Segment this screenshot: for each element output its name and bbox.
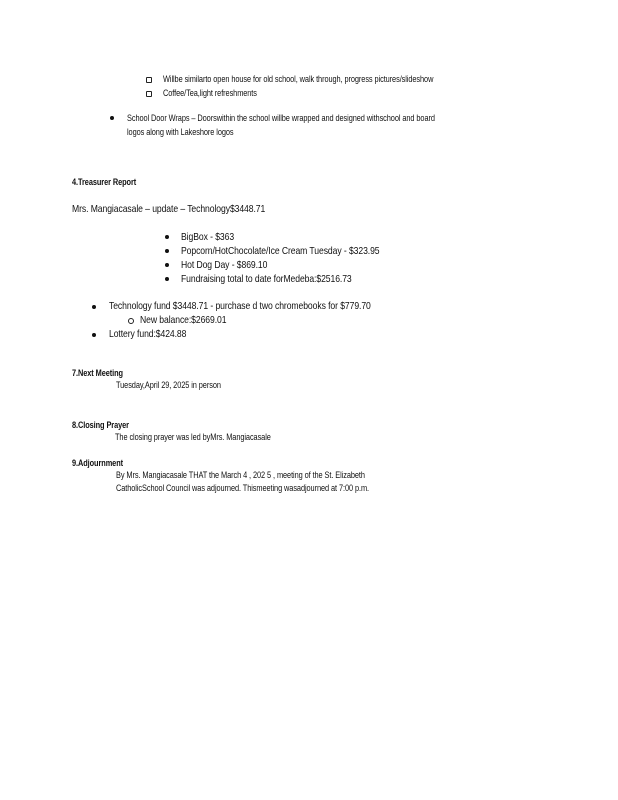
fundraising-item: Fundraising total to date forMedeba:$2516.73 [181, 273, 352, 285]
fundraising-item: Hot Dog Day - $869.10 [181, 259, 268, 271]
adjournment-line: By Mrs. Mangiacasale THAT the March 4 , 202 5 , meeting of the St. Elizabeth [116, 470, 365, 480]
next-meeting-detail: Tuesday,April 29, 2025 in person [116, 380, 221, 390]
bullet-icon [165, 249, 169, 253]
open-house-sub-item: Coffee/Tea,light refreshments [163, 88, 257, 98]
fundraising-item: BigBox - $363 [181, 231, 235, 243]
door-wraps-line: logos along with Lakeshore logos [127, 127, 234, 137]
technology-fund-line: Technology fund $3448.71 - purchase d two chromebooks for $779.70 [109, 300, 371, 312]
section-heading-treasurer: 4.Treasurer Report [72, 177, 137, 187]
treasurer-update-line: Mrs. Mangiacasale – update – Technology$3448.71 [72, 203, 266, 215]
square-bullet-icon [146, 77, 152, 83]
bullet-icon [165, 263, 169, 267]
section-heading-adjournment: 9.Adjournment [72, 458, 124, 468]
bullet-icon [165, 235, 169, 239]
lottery-fund-line: Lottery fund:$424.88 [109, 328, 187, 340]
door-wraps-line: School Door Wraps – Doorswithin the school willbe wrapped and designed withschool and board [127, 113, 435, 123]
new-balance-line: New balance:$2669.01 [140, 314, 227, 326]
section-heading-closing-prayer: 8.Closing Prayer [72, 420, 129, 430]
bullet-icon [165, 277, 169, 281]
open-house-sub-item: Willbe similarto open house for old school, walk through, progress pictures/slideshow [163, 74, 434, 84]
fundraising-item: Popcorn/HotChocolate/Ice Cream Tuesday - $323.95 [181, 245, 380, 257]
bullet-icon [110, 116, 114, 120]
closing-prayer-detail: The closing prayer was led byMrs. Mangiacasale [115, 432, 271, 442]
bullet-icon [92, 305, 96, 309]
adjournment-line: CatholicSchool Council was adjourned. Thismeeting wasadjourned at 7:00 p.m. [116, 483, 369, 493]
square-bullet-icon [146, 91, 152, 97]
bullet-icon [92, 333, 96, 337]
ring-bullet-icon [128, 318, 134, 324]
section-heading-next-meeting: 7.Next Meeting [72, 368, 123, 378]
